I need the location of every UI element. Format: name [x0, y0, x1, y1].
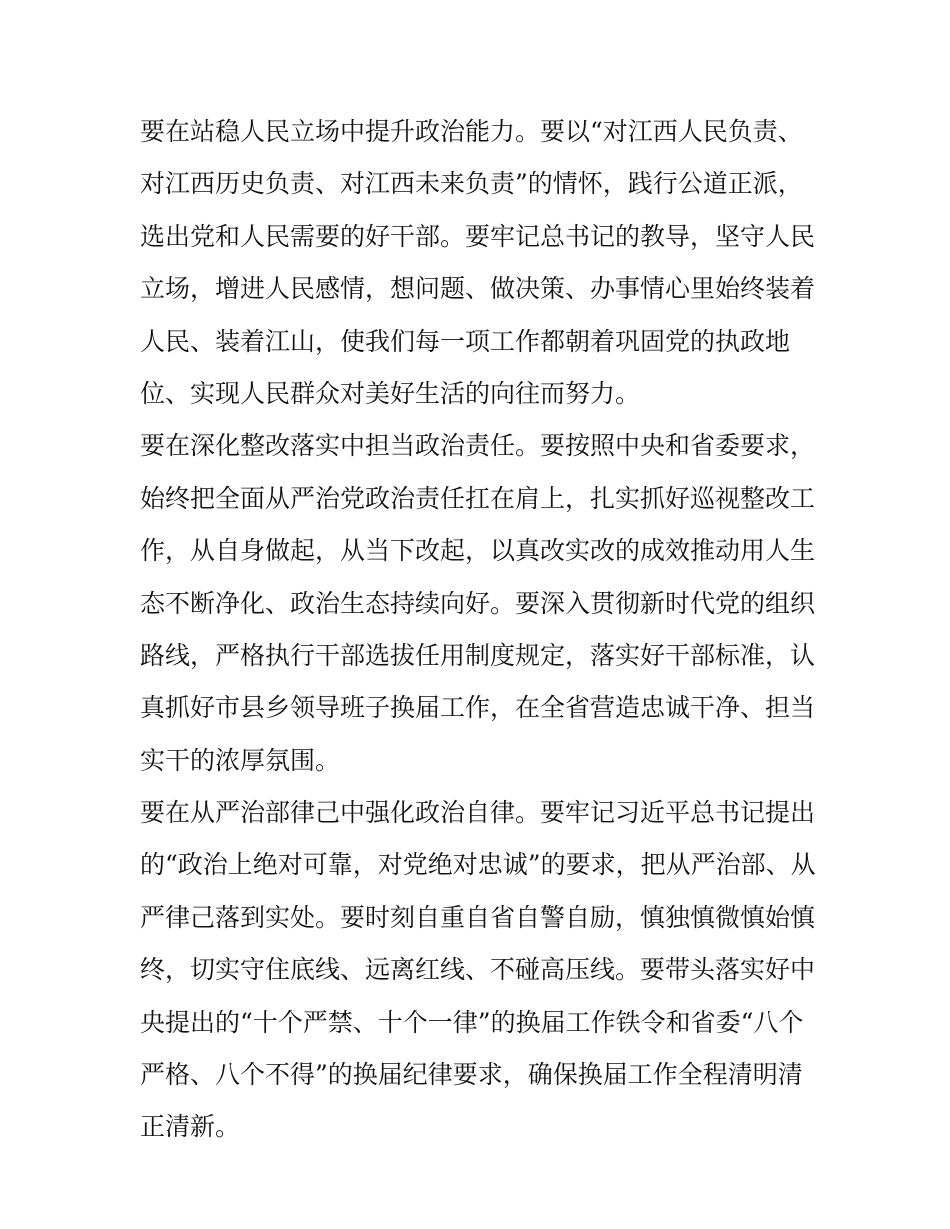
text-line: 选出党和人民需要的好干部。要牢记总书记的教导，坚守人民 [140, 221, 816, 251]
text-line: 央提出的“十个严禁、十个一律”的换届工作铁令和省委“八个 [140, 1007, 804, 1037]
text-line: 立场，增进人民感情，想问题、做决策、办事情心里始终装着 [140, 274, 816, 304]
text-line: 终，切实守住底线、远离红线、不碰高压线。要带头落实好中 [140, 955, 816, 985]
text-line: 位、实现人民群众对美好生活的向往而努力。 [140, 378, 641, 408]
text-line: 真抓好市县乡领导班子换届工作，在全省营造忠诚干净、担当 [140, 693, 816, 723]
text-line: 始终把全面从严治党政治责任扛在肩上，扎实抓好巡视整改工 [140, 483, 816, 513]
text-line: 人民、装着江山，使我们每一项工作都朝着巩固党的执政地 [140, 326, 791, 356]
text-line: 要在深化整改落实中担当政治责任。要按照中央和省委要求， [140, 431, 816, 461]
paragraph-political-ability [140, 106, 820, 420]
text-line: 作，从自身做起，从当下改起，以真改实改的成效推动用人生 [140, 536, 816, 566]
text-line: 严律己落到实处。要时刻自重自省自警自励，慎独慎微慎始慎 [140, 902, 816, 932]
document-body [140, 106, 820, 1154]
text-line: 态不断净化、政治生态持续向好。要深入贯彻新时代党的组织 [140, 588, 816, 618]
paragraph-political-discipline [140, 787, 820, 1154]
text-line: 的“政治上绝对可靠，对党绝对忠诚”的要求，把从严治部、从 [140, 850, 816, 880]
text-line: 要在从严治部律己中强化政治自律。要牢记习近平总书记提出 [140, 798, 816, 828]
text-line: 要在站稳人民立场中提升政治能力。要以“对江西人民负责、 [140, 117, 803, 146]
text-line: 实干的浓厚氛围。 [140, 745, 341, 775]
text-line: 正清新。 [140, 1112, 241, 1142]
text-line: 路线，严格执行干部选拔任用制度规定，落实好干部标准，认 [140, 640, 816, 670]
paragraph-political-responsibility [140, 420, 820, 787]
text-line: 对江西历史负责、对江西未来负责”的情怀，践行公道正派， [140, 169, 803, 199]
text-line: 严格、八个不得”的换届纪律要求，确保换届工作全程清明清 [140, 1060, 803, 1090]
